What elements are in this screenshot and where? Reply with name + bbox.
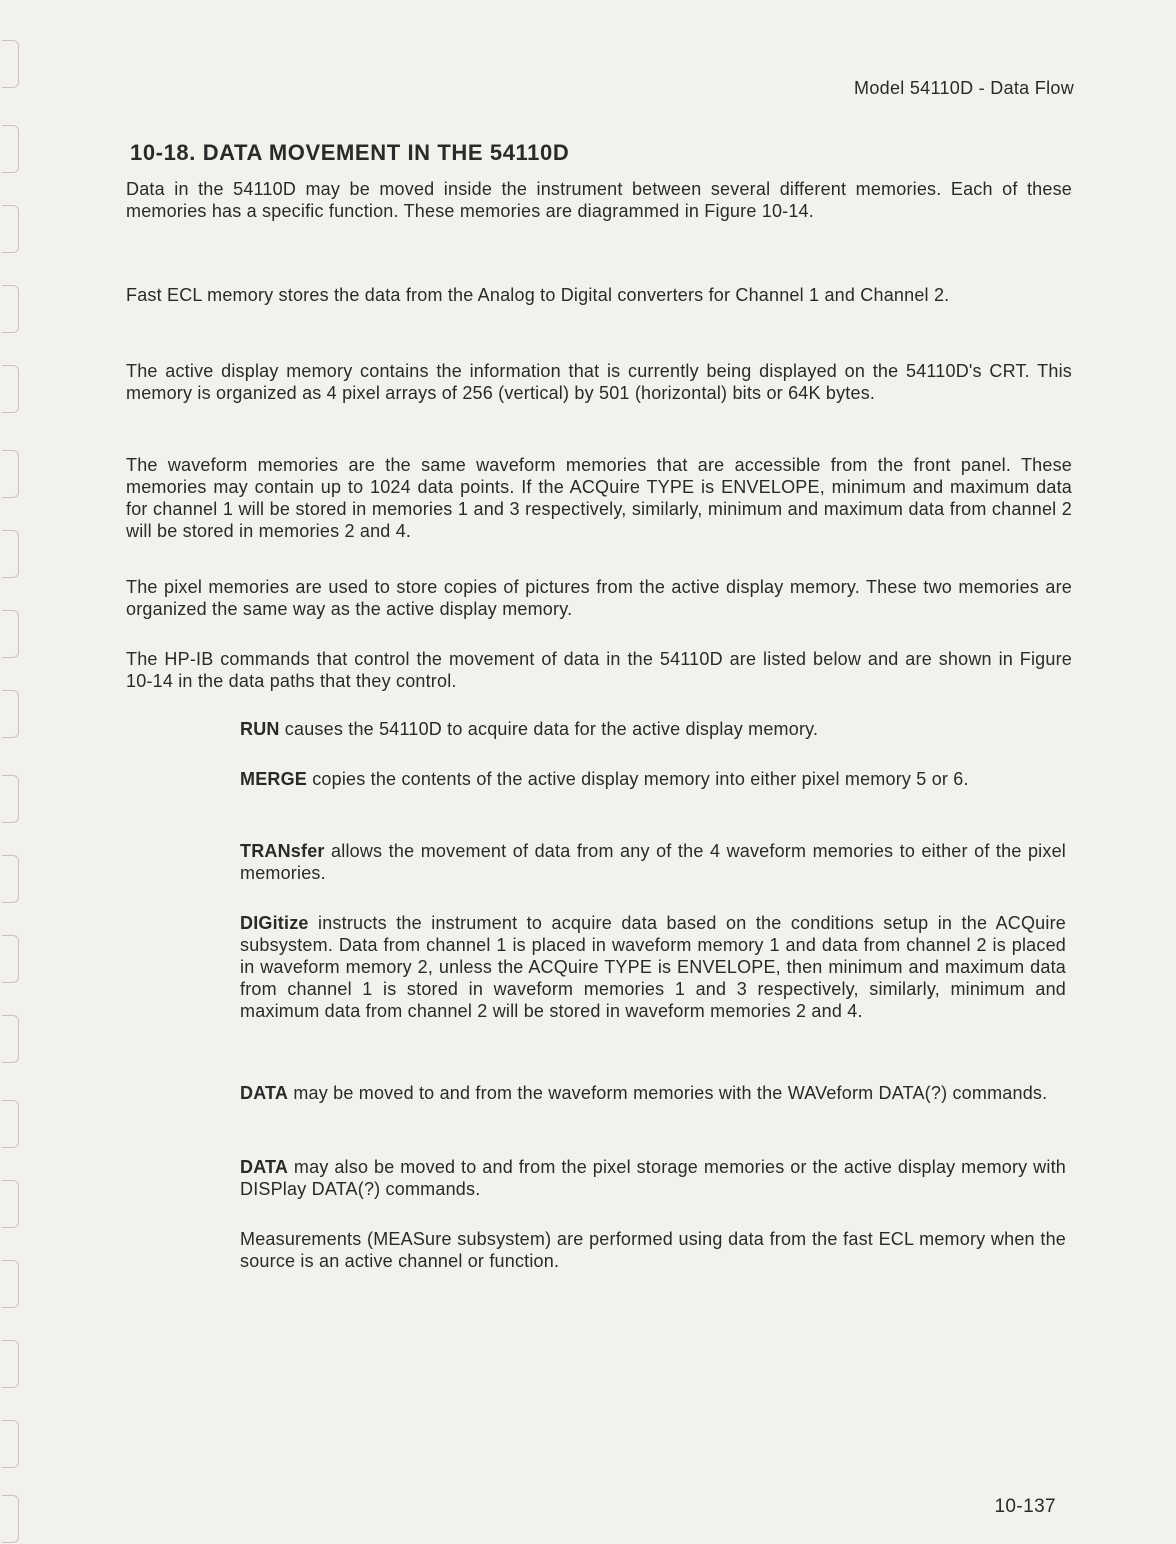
command-description: Measurements (MEASure subsystem) are performed using data from the fast ECL memory when the source is an active channel or function.	[240, 1229, 1066, 1271]
binder-punch-mark	[2, 125, 19, 173]
paragraph-pixel-memories: The pixel memories are used to store copies of pictures from the active display memory. These two memories are organized the same way as the active display memory.	[126, 577, 1072, 619]
paragraph-memories-intro: Data in the 54110D may be moved inside the instrument between several different memories. Each of these memories has a specific function. These memories are diagrammed in Figure 10-14.	[126, 179, 1072, 221]
binder-punch-mark	[2, 935, 19, 983]
binder-punch-mark	[2, 450, 19, 498]
command-transfer	[240, 840, 1066, 884]
command-description: may be moved to and from the waveform memories with the WAVeform DATA(?) commands.	[288, 1083, 1048, 1103]
binder-punch-mark	[2, 530, 19, 578]
binder-punch-mark	[2, 205, 19, 253]
command-keyword: RUN	[240, 719, 280, 739]
binder-punch-mark	[2, 1420, 19, 1468]
binder-punch-mark	[2, 1100, 19, 1148]
page-number: 10-137	[994, 1496, 1056, 1517]
binder-punch-mark	[2, 1180, 19, 1228]
command-merge	[240, 768, 1066, 790]
binder-punch-mark	[2, 775, 19, 823]
command-digitize	[240, 912, 1066, 1022]
binder-punch-mark	[2, 365, 19, 413]
section-title: 10-18. DATA MOVEMENT IN THE 54110D	[130, 140, 570, 165]
command-keyword: DIGitize	[240, 913, 309, 933]
binder-punch-mark	[2, 1340, 19, 1388]
command-display-data	[240, 1156, 1066, 1200]
command-keyword: DATA	[240, 1157, 289, 1177]
binder-punch-mark	[2, 690, 19, 738]
binder-punch-mark	[2, 610, 19, 658]
binder-punch-mark	[2, 855, 19, 903]
command-keyword: TRANsfer	[240, 841, 325, 861]
command-measurements	[240, 1228, 1066, 1272]
command-keyword: DATA	[240, 1083, 289, 1103]
command-keyword: MERGE	[240, 769, 308, 789]
command-run	[240, 718, 1066, 740]
command-description: causes the 54110D to acquire data for the active display memory.	[279, 719, 819, 739]
command-description: copies the contents of the active display memory into either pixel memory 5 or 6.	[307, 769, 969, 789]
command-description: may also be moved to and from the pixel storage memories or the active display memory with DISPlay DATA(?) commands.	[240, 1157, 1066, 1199]
paragraph-fast-ecl-memory: Fast ECL memory stores the data from the Analog to Digital converters for Channel 1 and Channel 2.	[126, 285, 950, 305]
binder-punch-mark	[2, 285, 19, 333]
command-description: instructs the instrument to acquire data based on the conditions setup in the ACQuire subsystem. Data from channel 1 is placed in waveform memory 1 and data from channel 2 is placed in waveform memory 2, unless the ACQuire TYPE is ENVELOPE, then minimum and maximum data from channel 1 is stored in waveform memories 1 and 3 respectively, similarly, minimum and maximum data from channel 2 will be stored in waveform memories 2 and 4.	[240, 913, 1066, 1021]
paragraph-active-display-memory: The active display memory contains the information that is currently being displayed on the 54110D's CRT. This memory is organized as 4 pixel arrays of 256 (vertical) by 501 (horizontal) bits or 64K bytes.	[126, 361, 1072, 403]
paragraph-hpib-commands: The HP-IB commands that control the movement of data in the 54110D are listed below and are shown in Figure 10-14 in the data paths that they control.	[126, 649, 1072, 691]
paragraph-waveform-memories: The waveform memories are the same waveform memories that are accessible from the front panel. These memories may contain up to 1024 data points. If the ACQuire TYPE is ENVELOPE, minimum and maximum data for channel 1 will be stored in memories 1 and 3 respectively, similarly, minimum and maximum data from channel 2 will be stored in memories 2 and 4.	[126, 455, 1072, 541]
command-description: allows the movement of data from any of the 4 waveform memories to either of the pixel memories.	[240, 841, 1066, 883]
binder-punch-mark	[2, 1260, 19, 1308]
command-waveform-data	[240, 1082, 1066, 1104]
running-header: Model 54110D - Data Flow	[854, 78, 1074, 98]
binder-punch-mark	[2, 1495, 19, 1543]
binder-punch-mark	[2, 1015, 19, 1063]
binder-punch-mark	[2, 40, 19, 88]
